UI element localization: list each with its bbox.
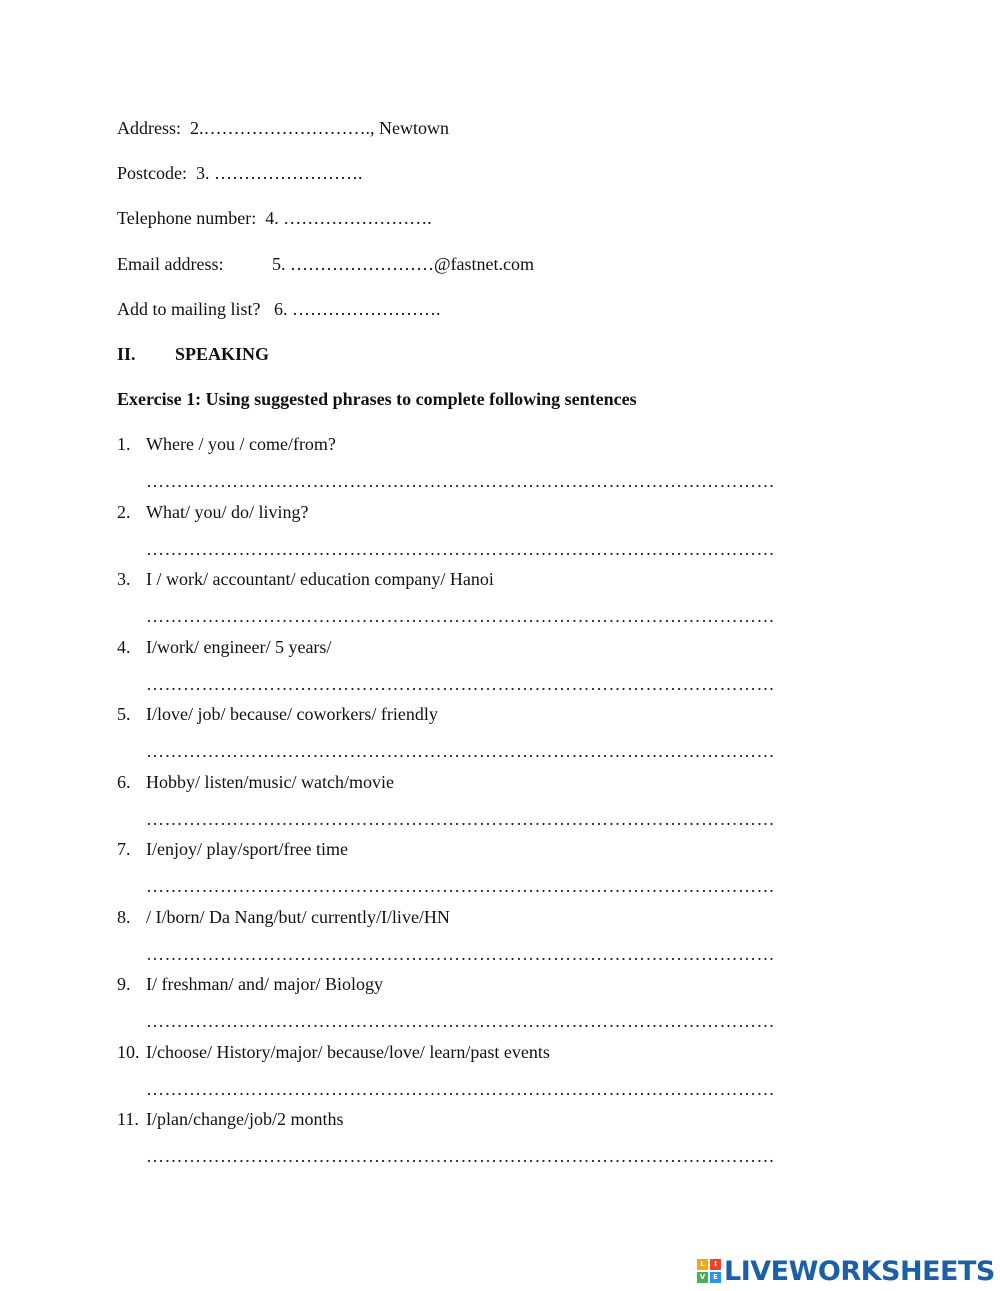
email-value[interactable]: 5. ……………………@fastnet.com — [271, 254, 535, 274]
answer-line[interactable]: ………………………………………………………………………………………… — [146, 809, 775, 829]
section-heading — [117, 343, 269, 365]
logo-block: I — [710, 1259, 721, 1270]
item-prompt: I/ freshman/ and/ major/ Biology — [146, 974, 383, 994]
answer-line[interactable]: ………………………………………………………………………………………… — [146, 471, 775, 491]
item-number: 7. — [117, 839, 131, 859]
phone-value[interactable]: 4. ……………………. — [265, 208, 432, 228]
exercise-title: Exercise 1: Using suggested phrases to complete following sentences — [117, 389, 637, 409]
logo-block: L — [697, 1259, 708, 1270]
item-prompt: I/choose/ History/major/ because/love/ learn/past events — [146, 1042, 550, 1062]
item-number: 3. — [117, 569, 131, 589]
exercise-item — [117, 771, 394, 793]
address-label: Address: — [117, 118, 181, 138]
email-line — [117, 253, 534, 275]
item-prompt: Hobby/ listen/music/ watch/movie — [146, 772, 394, 792]
answer-line[interactable]: ………………………………………………………………………………………… — [146, 539, 775, 559]
logo-text: LIVEWORKSHEETS — [724, 1255, 995, 1287]
answer-line[interactable]: ………………………………………………………………………………………… — [146, 1146, 775, 1166]
item-prompt: / I/born/ Da Nang/but/ currently/I/live/HN — [146, 907, 450, 927]
item-prompt: I/enjoy/ play/sport/free time — [146, 839, 348, 859]
item-number: 6. — [117, 772, 131, 792]
exercise-item — [117, 838, 348, 860]
exercise-item — [117, 973, 383, 995]
answer-line[interactable]: ………………………………………………………………………………………… — [146, 606, 775, 626]
postcode-line — [117, 162, 363, 184]
exercise-item — [117, 703, 438, 725]
answer-line[interactable]: ………………………………………………………………………………………… — [146, 944, 775, 964]
item-prompt: Where / you / come/from? — [146, 434, 336, 454]
section-title: SPEAKING — [175, 344, 270, 364]
answer-line[interactable]: ………………………………………………………………………………………… — [146, 741, 775, 761]
postcode-value[interactable]: 3. ……………………. — [196, 163, 363, 183]
item-number: 10. — [117, 1042, 140, 1062]
item-number: 4. — [117, 637, 131, 657]
exercise-item — [117, 1041, 550, 1063]
exercise-item — [117, 1108, 343, 1130]
mailing-line — [117, 298, 441, 320]
answer-line[interactable]: ………………………………………………………………………………………… — [146, 1079, 775, 1099]
phone-label: Telephone number: — [117, 208, 257, 228]
item-number: 1. — [117, 434, 131, 454]
item-prompt: What/ you/ do/ living? — [146, 502, 309, 522]
item-number: 11. — [117, 1109, 139, 1129]
exercise-item — [117, 636, 331, 658]
item-number: 8. — [117, 907, 131, 927]
item-number: 9. — [117, 974, 131, 994]
email-label: Email address: — [117, 254, 224, 274]
mailing-value[interactable]: 6. ……………………. — [274, 299, 441, 319]
mailing-label: Add to mailing list? — [117, 299, 261, 319]
logo-blocks-icon — [697, 1259, 721, 1283]
logo-block: E — [710, 1272, 721, 1283]
answer-line[interactable]: ………………………………………………………………………………………… — [146, 1011, 775, 1031]
item-number: 2. — [117, 502, 131, 522]
item-prompt: I/plan/change/job/2 months — [146, 1109, 344, 1129]
exercise-item — [117, 501, 308, 523]
postcode-label: Postcode: — [117, 163, 187, 183]
exercise-item — [117, 568, 494, 590]
answer-line[interactable]: ………………………………………………………………………………………… — [146, 674, 775, 694]
item-prompt: I/love/ job/ because/ coworkers/ friendly — [146, 704, 438, 724]
address-value[interactable]: 2.………………………., Newtown — [190, 118, 449, 138]
phone-line — [117, 207, 432, 229]
item-prompt: I/work/ engineer/ 5 years/ — [146, 637, 332, 657]
liveworksheets-logo — [697, 1256, 995, 1286]
section-number: II. — [117, 344, 136, 364]
item-number: 5. — [117, 704, 131, 724]
exercise-item — [117, 433, 336, 455]
exercise-item — [117, 906, 450, 928]
address-line — [117, 117, 449, 139]
answer-line[interactable]: ………………………………………………………………………………………… — [146, 876, 775, 896]
item-prompt: I / work/ accountant/ education company/ Hanoi — [146, 569, 494, 589]
logo-block: V — [697, 1272, 708, 1283]
